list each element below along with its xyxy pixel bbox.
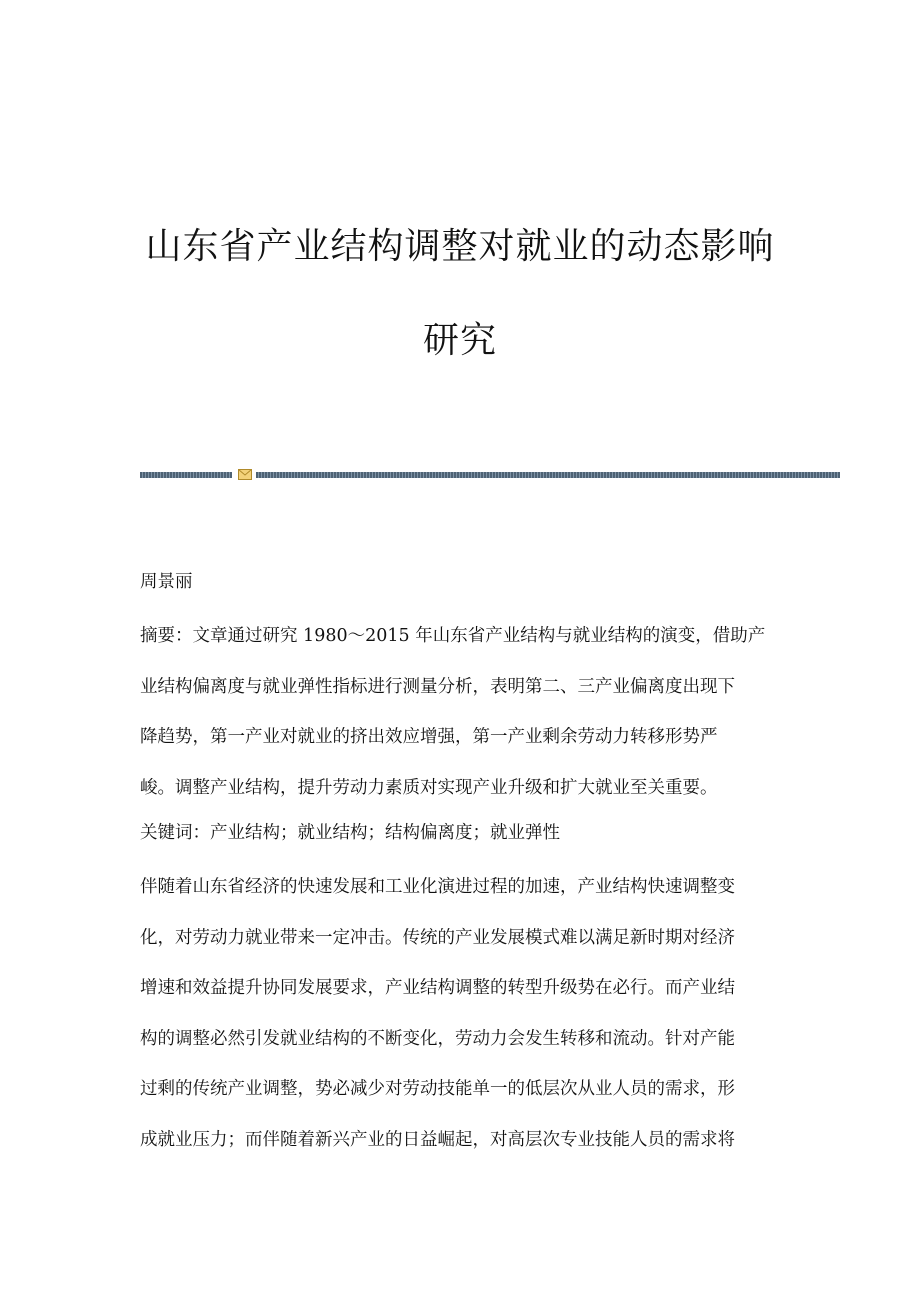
envelope-icon bbox=[238, 469, 252, 480]
abstract-line: 摘要：文章通过研究 1980～2015 年山东省产业结构与就业结构的演变，借助产 bbox=[140, 626, 766, 646]
body-paragraph bbox=[140, 862, 780, 1165]
body-line: 化，对劳动力就业带来一定冲击。传统的产业发展模式难以满足新时期对经济 bbox=[140, 927, 735, 948]
paper-title-line-2: 研究 bbox=[422, 320, 497, 361]
body-line: 成就业压力；而伴随着新兴产业的日益崛起，对高层次专业技能人员的需求将 bbox=[140, 1129, 735, 1150]
author-name: 周景丽 bbox=[140, 572, 193, 592]
abstract-line: 峻。调整产业结构，提升劳动力素质对实现产业升级和扩大就业至关重要。 bbox=[140, 777, 718, 798]
body-line: 过剩的传统产业调整，势必减少对劳动技能单一的低层次从业人员的需求，形 bbox=[140, 1079, 735, 1099]
divider-bar-left bbox=[140, 472, 232, 478]
body-line: 增速和效益提升协同发展要求，产业结构调整的转型升级势在必行。而产业结 bbox=[140, 978, 735, 998]
abstract-line: 降趋势，第一产业对就业的挤出效应增强，第一产业剩余劳动力转移形势严 bbox=[140, 727, 718, 747]
body-line: 构的调整必然引发就业结构的不断变化，劳动力会发生转移和流动。针对产能 bbox=[140, 1028, 735, 1049]
body-line: 伴随着山东省经济的快速发展和工业化演进过程的加速，产业结构快速调整变 bbox=[140, 877, 735, 897]
paper-title-line-1: 山东省产业结构调整对就业的动态影响 bbox=[145, 226, 775, 267]
abstract-line: 业结构偏离度与就业弹性指标进行测量分析，表明第二、三产业偏离度出现下 bbox=[140, 676, 735, 697]
abstract bbox=[140, 611, 780, 813]
keywords: 关键词：产业结构；就业结构；结构偏离度；就业弹性 bbox=[140, 823, 560, 843]
title-divider bbox=[140, 469, 840, 479]
divider-bar-right bbox=[256, 472, 840, 478]
